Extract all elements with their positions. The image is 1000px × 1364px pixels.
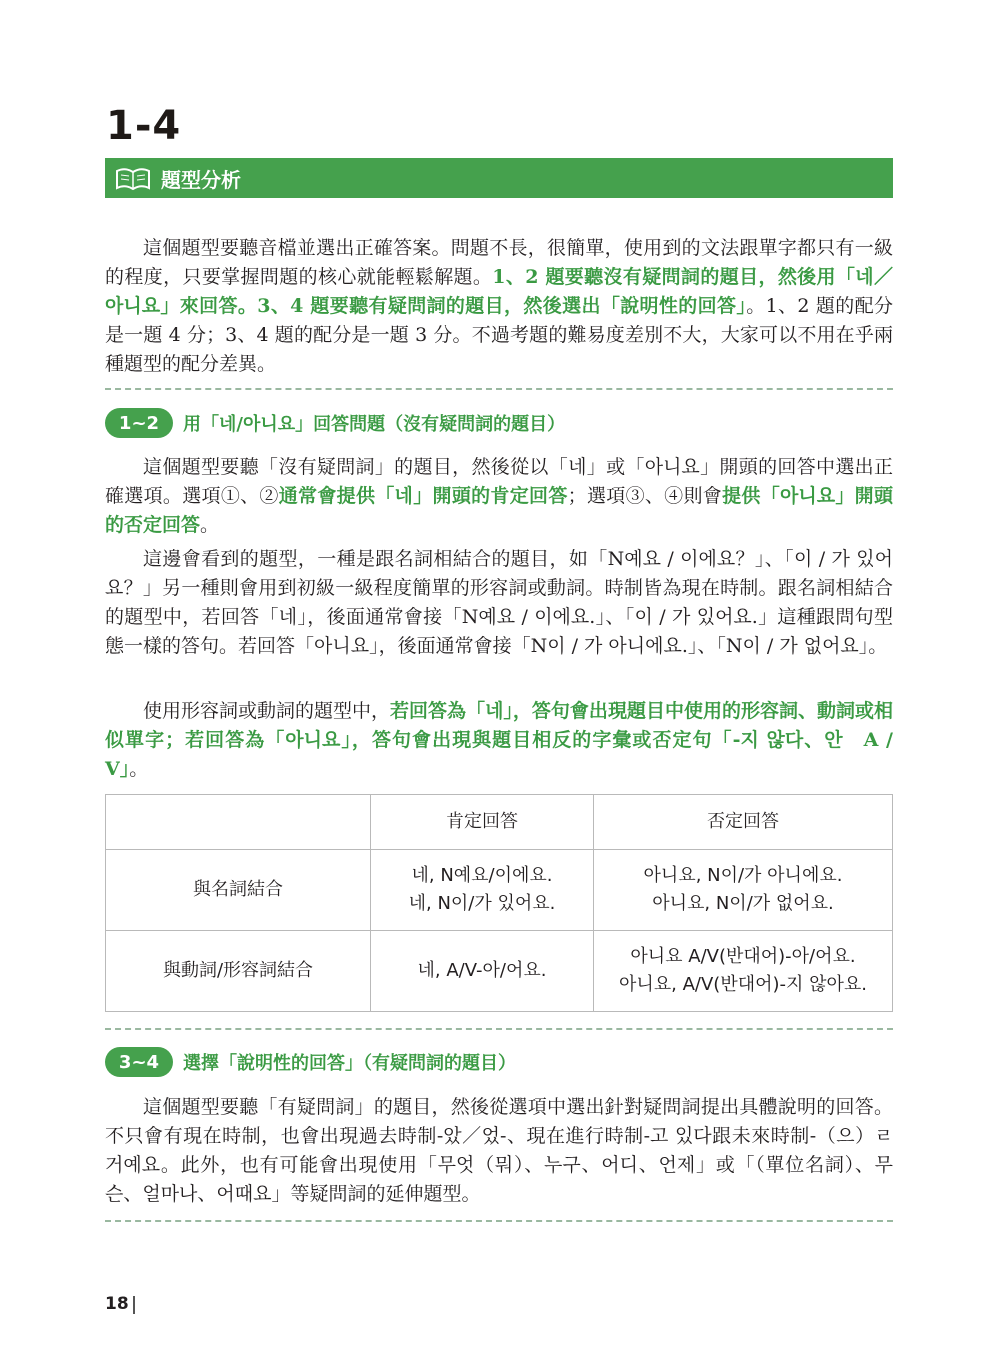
- answer-type-table: [105, 794, 893, 1012]
- section-badge: 3~4: [105, 1047, 173, 1077]
- divider: [105, 1220, 893, 1222]
- section-title: 用「네/아니요」回答問題（沒有疑問詞的題目）: [183, 414, 566, 435]
- section1-paragraph-3: [105, 697, 893, 784]
- body-text: ；選項③、④則會: [567, 485, 723, 507]
- highlight-text: 提供「아니요」開頭的否定回答: [105, 485, 893, 536]
- divider: [105, 388, 893, 390]
- table-header-cell: [106, 795, 371, 850]
- chapter-number: 1-4: [106, 103, 182, 149]
- banner-title: 題型分析: [161, 167, 241, 192]
- table-row: [106, 850, 893, 931]
- table-header-row: [106, 795, 893, 850]
- row-label: 與動詞/形容詞結合: [106, 931, 371, 1012]
- body-text: 。: [129, 758, 149, 780]
- table-cell: [594, 931, 893, 1012]
- highlight-text: 通常會提供「네」開頭的肯定回答: [278, 485, 568, 507]
- section-badge: 1~2: [105, 408, 173, 438]
- section1-paragraph-1: [105, 453, 893, 540]
- cell-line: 아니요, N이/가 없어요.: [652, 893, 834, 914]
- section-heading-1: [105, 408, 565, 438]
- page-number-separator: [133, 1296, 135, 1314]
- section2-paragraph: 這個題型要聽「有疑問詞」的題目，然後從選項中選出針對疑問詞提出具體說明的回答。不只會有現在時制，也會出現過去時制-았／었-、現在進行時制-고 있다跟未來時制-（으）ㄹ 거예요。此外，也有可能會出現使用「무엇（뭐）、누구、어디、언제」或「（單位名詞）、무슨、얼마나、어때요」等疑問詞的延伸題型。: [105, 1096, 893, 1205]
- page-number: 18: [105, 1294, 129, 1314]
- intro-paragraph: [105, 234, 893, 379]
- table-header-cell: 否定回答: [594, 795, 893, 850]
- table-cell: [594, 850, 893, 931]
- cell-line: 네, A/V-아/어요.: [417, 960, 547, 981]
- body-text: 。1、2 題的配分是一題 4 分；3、4 題的配分是一題 3 分。不過考題的難易度差別不大，大家可以不用在乎兩種題型的配分差異。: [105, 295, 893, 375]
- table-row: [106, 931, 893, 1012]
- cell-line: 아니요 A/V(반대어)-아/어요.: [630, 946, 856, 967]
- section1-paragraph-2: 這邊會看到的題型，一種是跟名詞相結合的題目，如「N예요 / 이에요？」、「이 / 가 있어요？」另一種則會用到初級一級程度簡單的形容詞或動詞。時制皆為現在時制。跟名詞相結合的題型中，若回答「네」，後面通常會接「N예요 / 이에요.」、「이 / 가 있어요.」這種跟問句型態一樣的答句。若回答「아니요」，後面通常會接「N이 / 가 아니에요.」、「N이 / 가 없어요」。: [105, 548, 893, 657]
- section-banner: [105, 158, 893, 198]
- body-text: 。: [200, 514, 220, 536]
- highlight-text: 若回答為「네」，答句會出現題目中使用的形容詞、動詞或相似單字；若回答為「아니요」，答句會出現與題目相反的字彙或否定句「-지 않다、안 A / V」: [105, 700, 893, 780]
- highlight-text: 1、2 題要聽沒有疑問詞的題目，然後用「네／아니요」來回答。3、4 題要聽有疑問詞的題目，然後選出「說明性的回答」: [105, 266, 893, 317]
- body-text: 使用形容詞或動詞的題型中，: [143, 700, 391, 722]
- table-header-cell: 肯定回答: [371, 795, 594, 850]
- body-text: 這個題型要聽音檔並選出正確答案。問題不長，很簡單，使用到的文法跟單字都只有一級的程度，只要掌握問題的核心就能輕鬆解題。: [105, 237, 893, 288]
- cell-line: 네, N예요/이에요.: [411, 865, 553, 886]
- open-book-icon: [115, 165, 151, 191]
- cell-line: 아니요, A/V(반대어)-지 않아요.: [619, 974, 867, 995]
- cell-line: 아니요, N이/가 아니에요.: [643, 865, 843, 886]
- body-text: 這個題型要聽「沒有疑問詞」的題目，然後從以「네」或「아니요」開頭的回答中選出正確選項。選項①、②: [105, 456, 893, 507]
- section-title: 選擇「說明性的回答」（有疑問詞的題目）: [183, 1053, 516, 1074]
- table-cell: [371, 931, 594, 1012]
- section-heading-2: [105, 1047, 516, 1077]
- table-cell: [371, 850, 594, 931]
- divider: [105, 1028, 893, 1030]
- row-label: 與名詞結合: [106, 850, 371, 931]
- cell-line: 네, N이/가 있어요.: [408, 893, 556, 914]
